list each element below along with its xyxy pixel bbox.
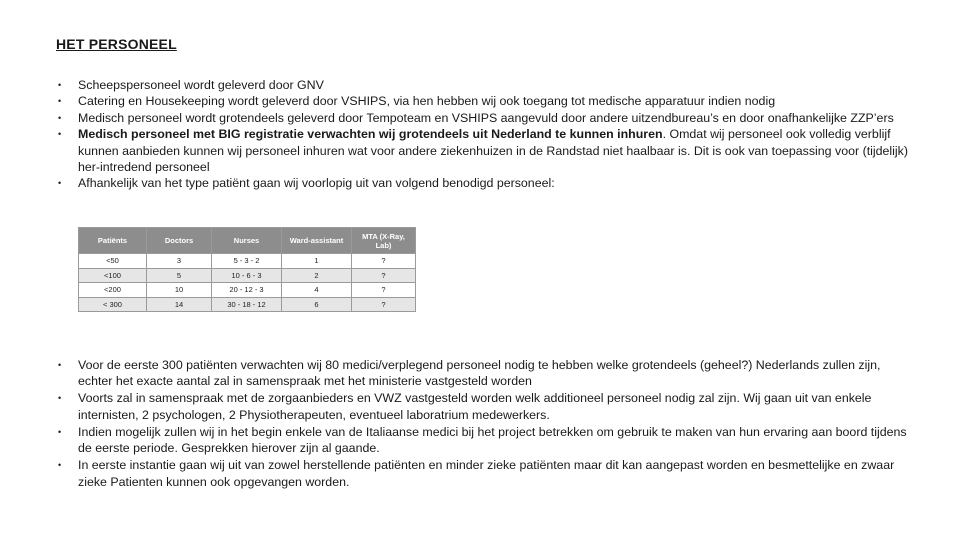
table-cell: 3 xyxy=(147,254,212,269)
table-cell: 5 xyxy=(147,268,212,283)
table-cell: 6 xyxy=(282,297,352,312)
table-cell: ? xyxy=(352,283,416,298)
table-row xyxy=(79,283,416,298)
list-item xyxy=(56,126,916,175)
column-header-nurses: Nurses xyxy=(212,228,282,254)
column-header-mta: MTA (X-Ray, Lab) xyxy=(352,228,416,254)
list-item: • Voor de eerste 300 patiënten verwachten wij 80 medici/verplegend personeel nodig te hebben welke grotendeels (geheel?) Nederlands zullen zijn, echter het exacte aantal zal in samenspraak met het ministerie vastgesteld worden xyxy=(56,357,916,390)
emphasized-text: Medisch personeel met BIG registratie verwachten wij grotendeels uit Nederland te kunnen inhuren xyxy=(78,127,663,142)
list-item: • In eerste instantie gaan wij uit van zowel herstellende patiënten en minder zieke patiënten maar dit kan aangepast worden en besmettelijke en zwaar zieke Patienten kunnen ook opgevangen worden. xyxy=(56,457,916,490)
column-header-patients: Patiënts xyxy=(79,228,147,254)
table-header-row xyxy=(79,228,416,254)
table-cell: ? xyxy=(352,254,416,269)
column-header-doctors: Doctors xyxy=(147,228,212,254)
table-cell: ? xyxy=(352,297,416,312)
table-row xyxy=(79,254,416,269)
table-cell: ? xyxy=(352,268,416,283)
table-row xyxy=(79,268,416,283)
list-item: • Medisch personeel wordt grotendeels geleverd door Tempoteam en VSHIPS aangevuld door andere uitzendbureau’s en door onafhankelijke ZZP’ers xyxy=(56,110,916,126)
list-item: • Scheepspersoneel wordt geleverd door GNV xyxy=(56,77,916,93)
table-cell: 10 - 6 - 3 xyxy=(212,268,282,283)
table-cell: <200 xyxy=(79,283,147,298)
table-cell: 14 xyxy=(147,297,212,312)
table-cell: <100 xyxy=(79,268,147,283)
table-cell: 4 xyxy=(282,283,352,298)
page-title: HET PERSONEEL xyxy=(56,36,177,52)
bullet-list-top xyxy=(56,77,916,192)
list-item: • Catering en Housekeeping wordt geleverd door VSHIPS, via hen hebben wij ook toegang tot medische apparatuur indien nodig xyxy=(56,93,916,109)
table-cell: <50 xyxy=(79,254,147,269)
table-cell: 2 xyxy=(282,268,352,283)
table-cell: 1 xyxy=(282,254,352,269)
list-item-text: . Omdat wij personeel ook volledig verblijf kunnen aanbieden kunnen wij personeel inhuren wat voor andere ziekenhuizen in de Randstad niet haalbaar is. Dit is ook van toepassing voor (tijdelijk) her-intredend personeel xyxy=(78,127,909,175)
staffing-table xyxy=(78,227,416,312)
list-item: • Afhankelijk van het type patiënt gaan wij voorlopig uit van volgend benodigd personeel: xyxy=(56,175,916,191)
table-cell: 20 - 12 - 3 xyxy=(212,283,282,298)
table-cell: < 300 xyxy=(79,297,147,312)
list-item: • Indien mogelijk zullen wij in het begin enkele van de Italiaanse medici bij het project betrekken om gebruik te maken van hun ervaring aan boord tijdens de eerste periode. Gesprekken hierover zijn al gaande. xyxy=(56,424,916,457)
table-row xyxy=(79,297,416,312)
table-cell: 30 - 18 - 12 xyxy=(212,297,282,312)
table-cell: 5 - 3 - 2 xyxy=(212,254,282,269)
table-cell: 10 xyxy=(147,283,212,298)
bullet-list-bottom xyxy=(56,357,916,491)
list-item: • Voorts zal in samenspraak met de zorgaanbieders en VWZ vastgesteld worden welk additioneel personeel nodig zal zijn. Wij gaan uit van enkele internisten, 2 psychologen, 2 Physiotherapeuten, eventueel laboratrium medewerkers. xyxy=(56,390,916,423)
column-header-ward-assistant: Ward-assistant xyxy=(282,228,352,254)
